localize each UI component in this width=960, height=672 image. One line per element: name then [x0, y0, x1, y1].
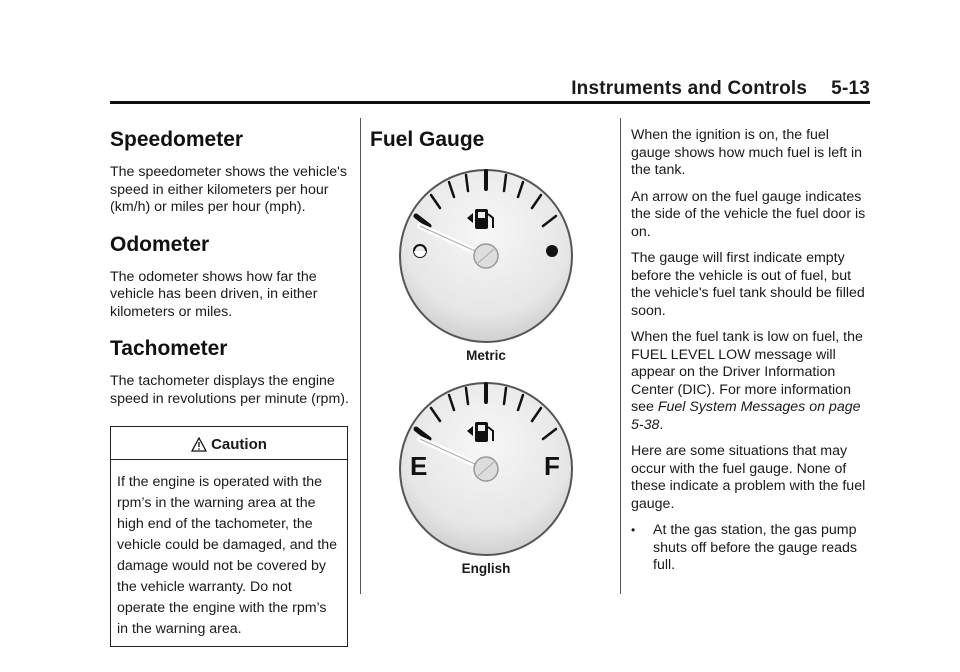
column-divider-1: [360, 118, 361, 594]
caution-header: [111, 427, 347, 460]
section-title: Instruments and Controls: [571, 78, 808, 99]
column-3: [631, 127, 871, 584]
english-fuel-gauge: [396, 377, 576, 557]
speedometer-text: The speedometer shows the vehicle's speed in either kilometers per hour (km/h) or miles per hour (mph).: [110, 164, 347, 215]
caution-text: If the engine is operated with the rpm’s in the warning area at the high end of the tachometer, the vehicle could be damaged, and the damage would not be covered by the vehicle warranty. Do not operate the engine with the rpm’s in the warning area.: [117, 474, 338, 637]
page-header: [110, 78, 870, 100]
bullet-text: At the gas station, the gas pump shuts off before the gauge reads full.: [653, 522, 858, 573]
fuel-paragraph-3: The gauge will first indicate empty before the vehicle is out of fuel, but the vehicle's fuel tank should be filled soon.: [631, 250, 865, 319]
metric-caption: Metric: [466, 348, 506, 363]
column-divider-2: [620, 118, 621, 594]
english-caption: English: [461, 561, 511, 576]
fuel-paragraph-2: An arrow on the fuel gauge indicates the side of the vehicle the fuel door is on.: [631, 188, 866, 240]
caution-box: [110, 426, 348, 647]
fuel-paragraph-1: When the ignition is on, the fuel gauge shows how much fuel is left in the tank.: [631, 127, 863, 178]
fuel-system-messages-link[interactable]: Fuel System Messages on page 5-38: [631, 399, 861, 433]
fuel-paragraph-4: [631, 329, 871, 434]
odometer-heading: Odometer: [110, 232, 210, 256]
bullet-icon: •: [631, 523, 636, 537]
column-1: [110, 118, 350, 647]
column-2: [370, 118, 602, 576]
speedometer-heading: Speedometer: [110, 128, 244, 151]
fuel-gauge-heading: Fuel Gauge: [370, 128, 485, 151]
page-number: 5-13: [831, 78, 870, 99]
full-marker: F: [544, 451, 560, 481]
empty-marker: E: [410, 451, 428, 481]
fuel-paragraph-4-text: When the fuel tank is low on fuel, the FUEL LEVEL LOW message will appear on the Driver Information Center (DIC). For more information see: [631, 329, 863, 415]
tachometer-heading: Tachometer: [110, 337, 228, 360]
fuel-paragraph-4-end: .: [659, 416, 664, 433]
header-rule: [110, 101, 870, 104]
metric-fuel-gauge: [396, 164, 576, 344]
list-item: [631, 522, 871, 575]
warning-triangle-icon: [191, 437, 207, 452]
fuel-paragraph-5: Here are some situations that may occur with the fuel gauge. None of these indicate a problem with the fuel gauge.: [631, 443, 866, 512]
caution-label: Caution: [211, 436, 267, 453]
tachometer-text: The tachometer displays the engine speed in revolutions per minute (rpm).: [110, 373, 349, 407]
odometer-text: The odometer shows how far the vehicle has been driven, in either kilometers or miles.: [110, 268, 318, 320]
